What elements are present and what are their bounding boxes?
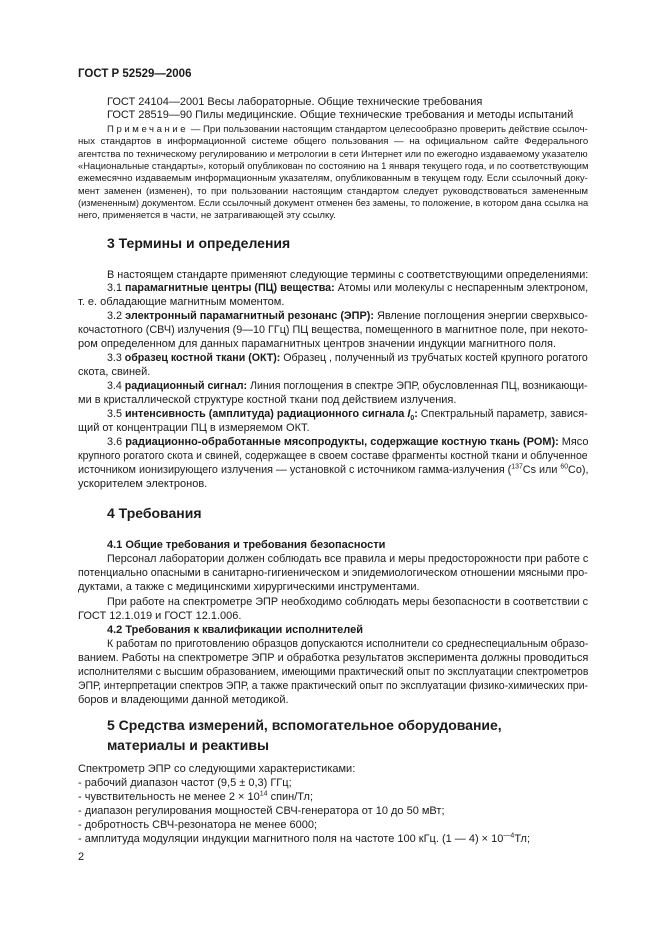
text-run: дуктами, а также с медицинскими хирургическими инструментами. bbox=[78, 580, 420, 593]
paragraph-line bbox=[107, 553, 588, 566]
text-run: 14 bbox=[259, 789, 268, 797]
term-definition-line bbox=[107, 310, 588, 323]
text-run: Тл; bbox=[514, 832, 531, 845]
note-line bbox=[78, 186, 588, 198]
list-item bbox=[78, 833, 530, 846]
subsection-heading: 4.1 Общие требования и требования безопасности bbox=[107, 538, 386, 551]
text-run: ежемесячно издаваемым информационным указателям, опубликованным в текущем году. Если ссылочный доку- bbox=[78, 173, 588, 185]
text-run: ГОСТ 28519—90 Пилы медицинские. Общие технические требования и методы испытаний bbox=[107, 108, 574, 121]
text-run: ускорителем электронов. bbox=[78, 477, 208, 490]
paragraph-line bbox=[78, 610, 241, 623]
text-run: радиационный сигнал: bbox=[124, 380, 248, 393]
text-run: - диапазон регулирования мощностей СВЧ-генератора от 10 до 50 мВт; bbox=[78, 804, 445, 817]
text-run: При работе на спектрометре ЭПР необходимо соблюдать меры безопасности в соответствии с bbox=[107, 595, 589, 608]
paragraph-line bbox=[107, 596, 588, 609]
reference-item bbox=[107, 96, 482, 109]
text-run: ми в кристаллической структуре костной ткани под действием излучения. bbox=[78, 394, 457, 407]
paragraph-line bbox=[78, 567, 588, 580]
text-run: спин/Тл; bbox=[267, 790, 314, 803]
section-heading: 4 Требования bbox=[107, 505, 202, 521]
text-run: 3.5 bbox=[107, 408, 125, 420]
text-run: 137 bbox=[511, 463, 523, 471]
text-run: Co), bbox=[568, 463, 589, 476]
term-definition-line bbox=[78, 366, 150, 379]
text-run: 3.2 bbox=[107, 310, 126, 323]
term-definition-line bbox=[107, 436, 588, 449]
text-run: - добротность СВЧ-резонатора не менее 6000; bbox=[78, 818, 318, 831]
section-heading: 5 Средства измерений, вспомогательное оборудование, bbox=[107, 717, 502, 733]
text-run: К работам по приготовлению образцов допускаются исполнители со среднеспециальным образо- bbox=[107, 637, 589, 650]
document-number: ГОСТ Р 52529—2006 bbox=[78, 67, 192, 80]
text-run: Образец , полученный из трубчатых костей крупного рогатого bbox=[280, 352, 588, 365]
reference-item bbox=[107, 109, 573, 122]
text-run: Спектрометр ЭПР со следующими характеристиками: bbox=[78, 762, 356, 775]
text-run: Явление поглощения энергии сверхвысо- bbox=[373, 310, 588, 323]
list-intro bbox=[78, 763, 355, 776]
paragraph-line bbox=[78, 652, 588, 665]
text-run: 60 bbox=[560, 463, 569, 471]
list-item bbox=[78, 805, 445, 818]
text-run: крупного рогатого скота и свиней, содержащее в своем составе фрагменты костной ткани и облученное bbox=[78, 449, 588, 462]
text-run: ром определенном для данных парамагнитных центров значении индукции магнитного поля. bbox=[78, 338, 557, 351]
term-definition-line bbox=[78, 464, 588, 477]
section-heading: материалы и реактивы bbox=[107, 737, 269, 753]
note-line bbox=[78, 210, 336, 222]
text-run: щий от концентрации ПЦ в измеряемом ОКТ. bbox=[78, 421, 310, 434]
paragraph-line bbox=[78, 666, 588, 679]
term-definition-line bbox=[78, 296, 284, 309]
text-run: образец костной ткани (ОКТ): bbox=[124, 352, 281, 365]
section-heading: 3 Термины и определения bbox=[107, 235, 291, 251]
text-run: Мясо bbox=[558, 435, 589, 448]
term-definition-line bbox=[78, 422, 310, 435]
text-run: источником ионизирующего излучения — установкой с источником гамма-излучения ( bbox=[78, 463, 512, 476]
list-item bbox=[78, 777, 292, 790]
text-run: Спектральный параметр, завися- bbox=[417, 408, 588, 420]
term-definition-line bbox=[78, 478, 207, 491]
term-definition-line bbox=[107, 282, 588, 295]
text-run: 3.4 bbox=[107, 380, 125, 393]
text-run: ГОСТ 24104—2001 Весы лабораторные. Общие технические требования bbox=[107, 95, 483, 108]
note-line bbox=[78, 136, 588, 148]
text-run: ЭПР, интерпретации спектров ЭПР, а также практический опыт по эксплуатации физико-химических при- bbox=[78, 679, 589, 692]
paragraph-line bbox=[107, 638, 588, 651]
list-item bbox=[78, 791, 313, 804]
text-run: В настоящем стандарте применяют следующие термины с соответствующими определениями: bbox=[107, 268, 589, 281]
term-definition-line bbox=[107, 269, 588, 282]
list-item bbox=[78, 819, 317, 832]
text-run: (измененным) документом. Если ссылочный документ отменен без замены, то положение, в котором дана ссылка на bbox=[78, 197, 589, 209]
text-run: 0 bbox=[410, 415, 415, 423]
text-run: агентства по техническому регулированию и метрологии в сети Интернет или по ежегодно издаваемому указателю bbox=[78, 148, 588, 160]
text-run: — При пользовании настоящим стандартом целесообразно проверить действие ссылоч- bbox=[188, 124, 588, 135]
paragraph-line bbox=[78, 694, 289, 707]
term-definition-line bbox=[78, 450, 588, 463]
term-definition-line bbox=[78, 394, 456, 407]
note-line bbox=[78, 149, 588, 161]
text-run: 3.6 bbox=[107, 435, 126, 448]
note-line bbox=[78, 173, 588, 185]
text-run: - амплитуда модуляции индукции магнитного поля на частоте 100 кГц. (1 — 4) × 10 bbox=[78, 832, 504, 845]
text-run: Линия поглощения в спектре ЭПР, обусловленная ПЦ, возникающи- bbox=[247, 380, 588, 393]
text-run: исполнителями с высшим образованием, имеющими практический опыт по эксплуатации спектрометров bbox=[78, 665, 589, 678]
text-run: - чувствительность не менее 2 × 10 bbox=[78, 790, 260, 803]
text-run: боров и владеющими данной методикой. bbox=[78, 693, 289, 706]
text-run: парамагнитные центры (ПЦ) вещества: bbox=[124, 282, 335, 295]
text-run: ванием. Работы на спектрометре ЭПР и обработка результатов эксперимента должны проводиться bbox=[78, 651, 589, 664]
term-definition-line bbox=[78, 338, 556, 351]
subsection-heading: 4.2 Требования к квалификации исполнителей bbox=[107, 623, 363, 636]
text-run: радиационно-обработанные мясопродукты, содержащие костную ткань (РОМ): bbox=[125, 435, 559, 448]
text-run: интенсивность (амплитуда) радиационного сигнала bbox=[124, 408, 408, 420]
text-run: Cs или bbox=[522, 463, 561, 476]
text-run: Персонал лаборатории должен соблюдать все правила и меры предосторожности при работе с bbox=[107, 552, 589, 565]
text-run: 3.1 bbox=[107, 282, 125, 295]
text-run: Атомы или молекулы с неспаренным электроном, bbox=[334, 282, 589, 295]
text-run: ГОСТ 12.1.019 и ГОСТ 12.1.006. bbox=[78, 609, 242, 622]
text-run: мент заменен (изменен), то при пользовании настоящим стандартом следует руководствоваться замененным bbox=[78, 185, 589, 197]
text-run: электронный парамагнитный резонанс (ЭПР): bbox=[125, 310, 374, 323]
text-run: - рабочий диапазон частот (9,5 ± 0,3) ГГц; bbox=[78, 776, 292, 789]
note-line bbox=[107, 124, 588, 136]
text-run: —4 bbox=[503, 831, 515, 839]
term-definition-line bbox=[78, 324, 588, 337]
text-run: Примечание bbox=[107, 124, 189, 135]
text-run: т. е. обладающие магнитным моментом. bbox=[78, 296, 285, 309]
text-run: I bbox=[407, 408, 411, 420]
text-run: потенциально опасными в санитарно-гигиеническом и эпидемиологическом отношении мясными про- bbox=[78, 566, 588, 579]
text-run: кочастотного (СВЧ) излучения (9—10 ГГц) ПЦ вещества, помещенного в магнитное поле, при некото- bbox=[78, 324, 588, 337]
text-run: него, применяется в части, не затрагивающей эту ссылку. bbox=[78, 210, 336, 222]
paragraph-line bbox=[78, 581, 420, 594]
text-run: скота, свиней. bbox=[78, 366, 151, 379]
term-definition-line bbox=[107, 408, 588, 421]
note-line bbox=[78, 161, 588, 173]
paragraph-line bbox=[78, 680, 588, 693]
text-run: 3.3 bbox=[107, 352, 125, 365]
term-definition-line bbox=[107, 380, 588, 393]
text-run: ных стандартов в информационной системе общего пользования — на официальном сайте Федерального bbox=[78, 136, 589, 148]
term-definition-line bbox=[107, 352, 588, 365]
text-run: «Национальные стандарты», который опубликован по состоянию на 1 января текущего года, и по соответствующим bbox=[78, 160, 589, 172]
note-line bbox=[78, 198, 588, 210]
text-run: : bbox=[414, 408, 418, 420]
page-number: 2 bbox=[78, 850, 85, 863]
